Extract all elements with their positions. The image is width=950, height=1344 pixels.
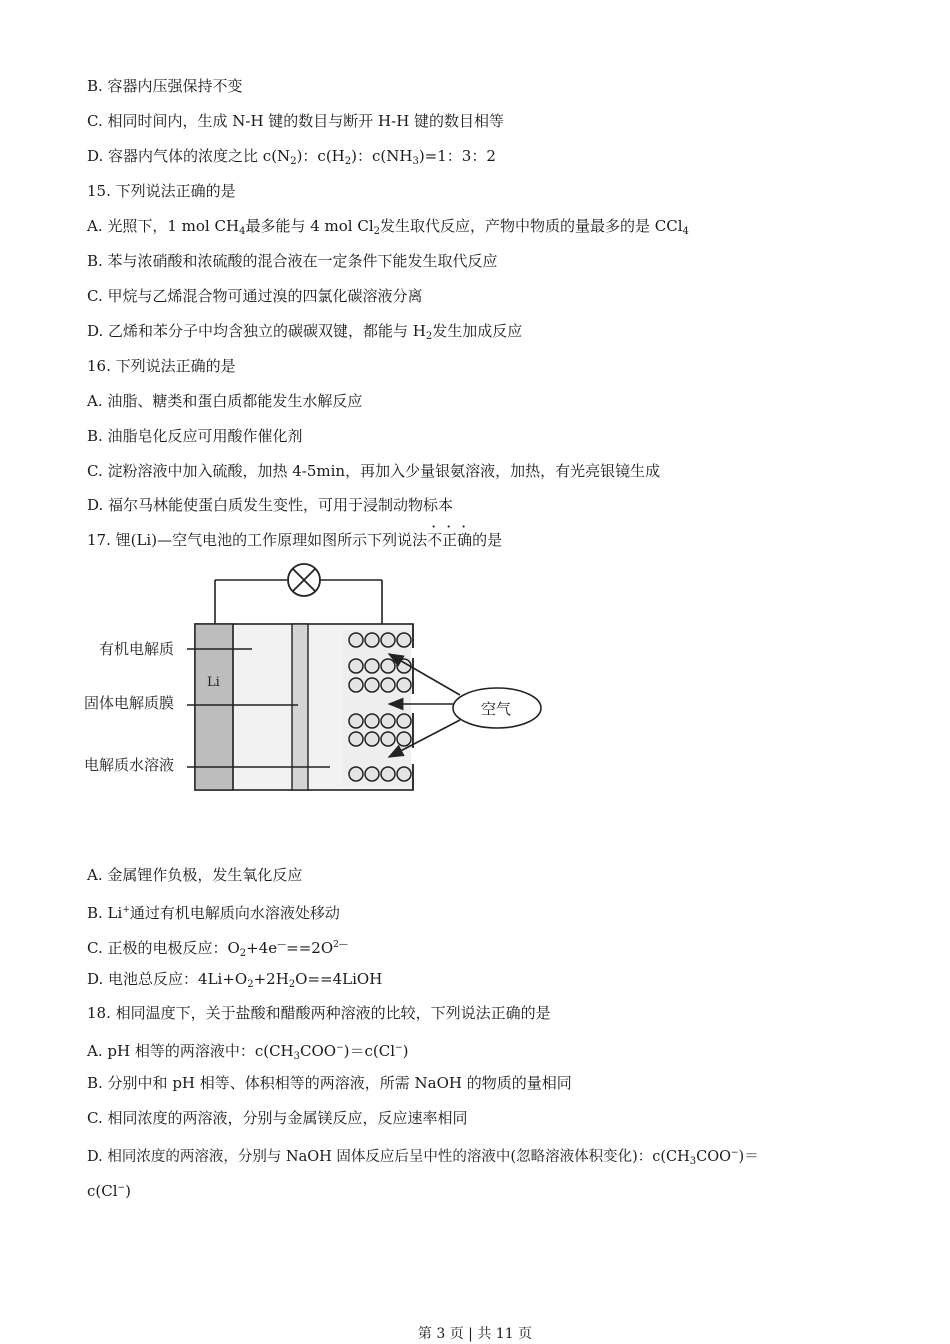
q16-option-c: C. 淀粉溶液中加入硫酸，加热 4-5min，再加入少量银氨溶液，加热，有光亮银镜生成 — [87, 462, 661, 480]
page-footer: 第 3 页 | 共 11 页 — [417, 1326, 533, 1342]
q17-option-c: C. 正极的电极反应：$O_2+4e^—==2O^{2—}$ — [87, 939, 348, 959]
q18-option-d: D. 相同浓度的两溶液，分别与 NaOH 固体反应后呈中性的溶液中(忽略溶液体积变化)：$c(CH_3COO^-)=$ — [87, 1148, 759, 1167]
q18-option-a: A. pH 相等的两溶液中：$c(CH_3COO^-)=c(Cl^-)$ — [87, 1042, 409, 1062]
q16-stem: 16. 下列说法正确的是 — [87, 357, 236, 375]
air-electrode-region — [342, 630, 412, 786]
q15-stem: 15. 下列说法正确的是 — [87, 182, 236, 200]
q17-option-d: D. 电池总反应：$4Li+O_2+2H_2O==4LiOH$ — [87, 970, 383, 990]
li-label: Li — [207, 675, 220, 690]
q14-option-d: D. 容器内气体的浓度之比 $c(N_2)$：$c(H_2)$：$c(NH_3)=1$：3：2 — [87, 147, 496, 167]
label-aqueous-electrolyte: 电解质水溶液 — [84, 756, 175, 774]
q16-option-b: B. 油脂皂化反应可用酸作催化剂 — [87, 427, 303, 445]
q15-option-b: B. 苯与浓硝酸和浓硫酸的混合液在一定条件下能发生取代反应 — [87, 252, 498, 270]
q17-option-b: B. Li+通过有机电解质向水溶液处移动 — [87, 904, 340, 922]
li-air-battery-diagram — [80, 558, 560, 798]
q14-option-b: B. 容器内压强保持不变 — [87, 77, 243, 95]
q17-option-a: A. 金属锂作负极，发生氧化反应 — [87, 866, 303, 884]
q15-option-a: A. 光照下，1 mol $CH_4$最多能与 4 mol $Cl_2$发生取代反应，产物中物质的量最多的是 CCl$_4$ — [87, 217, 689, 237]
solid-electrolyte-membrane — [292, 624, 308, 790]
lamp-icon — [288, 564, 320, 596]
q17-stem: 17. 锂(Li)—空气电池的工作原理如图所示下列说法不正确的是 — [87, 531, 503, 549]
q18-stem: 18. 相同温度下，关于盐酸和醋酸两种溶液的比较，下列说法正确的是 — [87, 1004, 551, 1022]
q14-option-c: C. 相同时间内，生成 N-H 键的数目与断开 H-H 键的数目相等 — [87, 112, 505, 130]
q18-option-d-continued: c(Cl−) — [87, 1182, 131, 1200]
q15-option-d: D. 乙烯和苯分子中均含独立的碳碳双键，都能与 $H_2$发生加成反应 — [87, 322, 523, 342]
air-label: 空气 — [481, 700, 512, 718]
q18-option-c: C. 相同浓度的两溶液，分别与金属镁反应，反应速率相同 — [87, 1109, 468, 1127]
q18-option-b: B. 分别中和 pH 相等、体积相等的两溶液，所需 NaOH 的物质的量相同 — [87, 1074, 572, 1092]
q16-option-a: A. 油脂、糖类和蛋白质都能发生水解反应 — [87, 392, 363, 410]
q15-option-c: C. 甲烷与乙烯混合物可通过溴的四氯化碳溶液分离 — [87, 287, 423, 305]
label-organic-electrolyte: 有机电解质 — [99, 640, 175, 658]
q16-option-d: D. 福尔马林能使蛋白质发生变性，可用于浸制动物标本 — [87, 496, 454, 514]
label-solid-membrane: 固体电解质膜 — [84, 694, 175, 712]
